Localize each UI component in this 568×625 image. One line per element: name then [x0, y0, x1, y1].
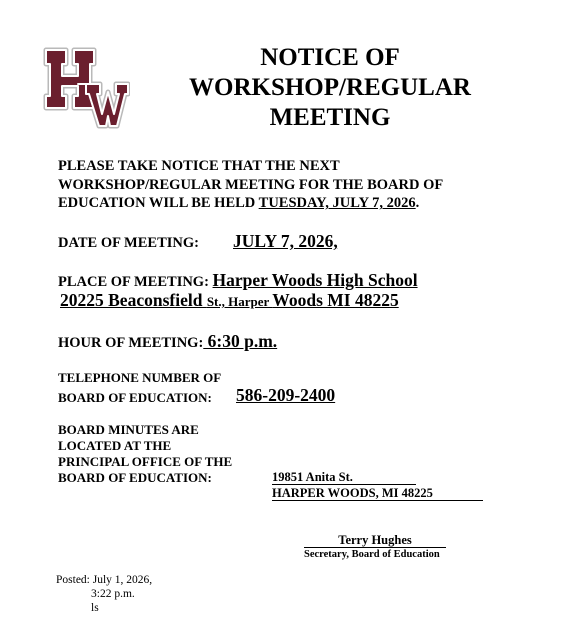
- posted-line-3: ls: [91, 602, 99, 614]
- date-label: DATE OF MEETING:: [58, 235, 199, 251]
- title-line-2: WORKSHOP/REGULAR: [189, 74, 471, 101]
- phone-value: 586-209-2400: [236, 385, 336, 405]
- place-label: PLACE OF MEETING:: [58, 274, 213, 290]
- place-address-city-a: St., Harper: [206, 294, 273, 309]
- posted-line-1: Posted: July 1, 2026,: [56, 574, 153, 586]
- minutes-line-1: BOARD MINUTES ARE: [58, 422, 199, 437]
- page-title: [150, 43, 510, 133]
- title-line-3: MEETING: [269, 104, 391, 131]
- date-value: JULY 7, 2026,: [233, 231, 338, 251]
- notice-line-3-text: EDUCATION WILL BE HELD: [58, 195, 259, 211]
- notice-line-2: WORKSHOP/REGULAR MEETING FOR THE BOARD OF: [58, 176, 444, 193]
- hour-label: HOUR OF MEETING:: [58, 335, 204, 351]
- signature-title: Secretary, Board of Education: [304, 549, 440, 560]
- place-address-street: 20225 Beaconsfield: [60, 290, 207, 310]
- place-name: Harper Woods High School: [212, 270, 418, 290]
- title-line-1: NOTICE OF: [260, 44, 400, 71]
- hour-value: 6:30 p.m.: [203, 331, 278, 351]
- minutes-label: [58, 422, 232, 486]
- minutes-line-2: LOCATED AT THE: [58, 438, 172, 453]
- minutes-line-3: PRINCIPAL OFFICE OF THE: [58, 454, 233, 469]
- phone-label-1: TELEPHONE NUMBER OF: [58, 370, 222, 385]
- phone-label-2: BOARD OF EDUCATION:: [58, 390, 212, 405]
- place-address-city-b: Woods MI 48225: [272, 290, 399, 310]
- hw-logo: [42, 46, 130, 130]
- signature-name: Terry Hughes: [304, 533, 446, 548]
- place-address: [60, 290, 399, 311]
- hour-row: [58, 331, 277, 352]
- minutes-line-4: BOARD OF EDUCATION:: [58, 470, 212, 485]
- minutes-address-1: 19851 Anita St.: [272, 470, 416, 485]
- notice-line-3-suffix: .: [415, 195, 420, 211]
- posted-line-2: 3:22 p.m.: [91, 588, 135, 600]
- meeting-date-text: TUESDAY, JULY 7, 2026: [258, 195, 416, 211]
- place-line-1: [58, 270, 418, 291]
- minutes-address-2: HARPER WOODS, MI 48225: [272, 486, 483, 501]
- notice-line-1: PLEASE TAKE NOTICE THAT THE NEXT: [58, 158, 340, 174]
- notice-line-3: [58, 194, 528, 213]
- notice-paragraph: [58, 157, 528, 213]
